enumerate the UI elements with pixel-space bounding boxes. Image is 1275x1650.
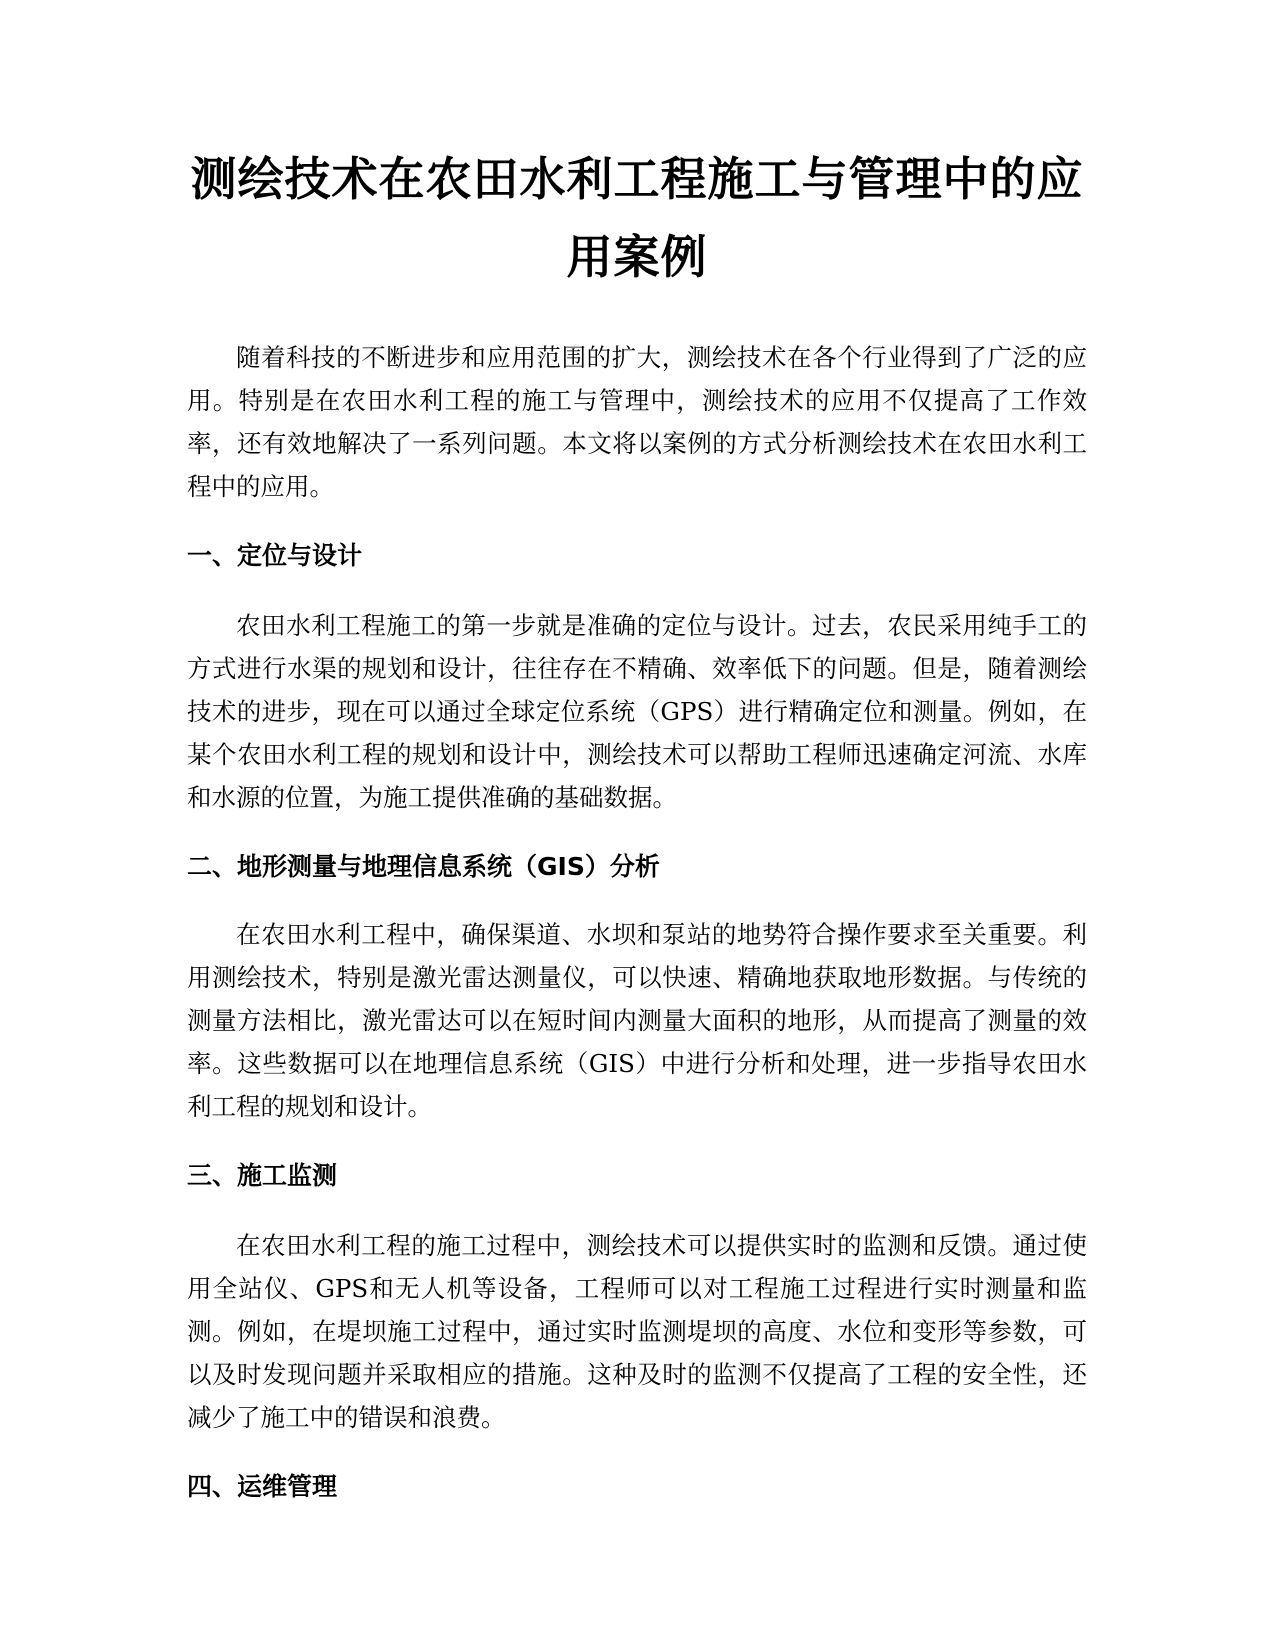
section-body-construction-monitoring: 在农田水利工程的施工过程中，测绘技术可以提供实时的监测和反馈。通过使用全站仪、GPS和无人机等设备，工程师可以对工程施工过程进行实时测量和监测。例如，在堤坝施工过程中，通过实时监测堤坝的高度、水位和变形等参数，可以及时发现问题并采取相应的措施。这种及时的监测不仅提高了工程的安全性，还减少了施工中的错误和浪费。 [187, 1231, 1087, 1432]
section-body-positioning-design: 农田水利工程施工的第一步就是准确的定位与设计。过去，农民采用纯手工的方式进行水渠的规划和设计，往往存在不精确、效率低下的问题。但是，随着测绘技术的进步，现在可以通过全球定位系统（GPS）进行精确定位和测量。例如，在某个农田水利工程的规划和设计中，测绘技术可以帮助工程师迅速确定河流、水库和水源的位置，为施工提供准确的基础数据。 [187, 611, 1087, 812]
section-heading-construction-monitoring: 三、施工监测 [187, 1161, 338, 1190]
document-title: 测绘技术在农田水利工程施工与管理中的应用案例 [190, 152, 1084, 284]
section-heading-terrain-gis: 二、地形测量与地理信息系统（GIS）分析 [187, 852, 660, 881]
section-body-terrain-gis: 在农田水利工程中，确保渠道、水坝和泵站的地势符合操作要求至关重要。利用测绘技术，特别是激光雷达测量仪，可以快速、精确地获取地形数据。与传统的测量方法相比，激光雷达可以在短时间内测量大面积的地形，从而提高了测量的效率。这些数据可以在地理信息系统（GIS）中进行分析和处理，进一步指导农田水利工程的规划和设计。 [187, 920, 1087, 1121]
intro-paragraph: 随着科技的不断进步和应用范围的扩大，测绘技术在各个行业得到了广泛的应用。特别是在农田水利工程的施工与管理中，测绘技术的应用不仅提高了工作效率，还有效地解决了一系列问题。本文将以案例的方式分析测绘技术在农田水利工程中的应用。 [187, 343, 1087, 501]
section-heading-positioning-design: 一、定位与设计 [187, 541, 363, 570]
document-page [187, 0, 1087, 1505]
section-heading-operation-management: 四、运维管理 [187, 1472, 338, 1501]
